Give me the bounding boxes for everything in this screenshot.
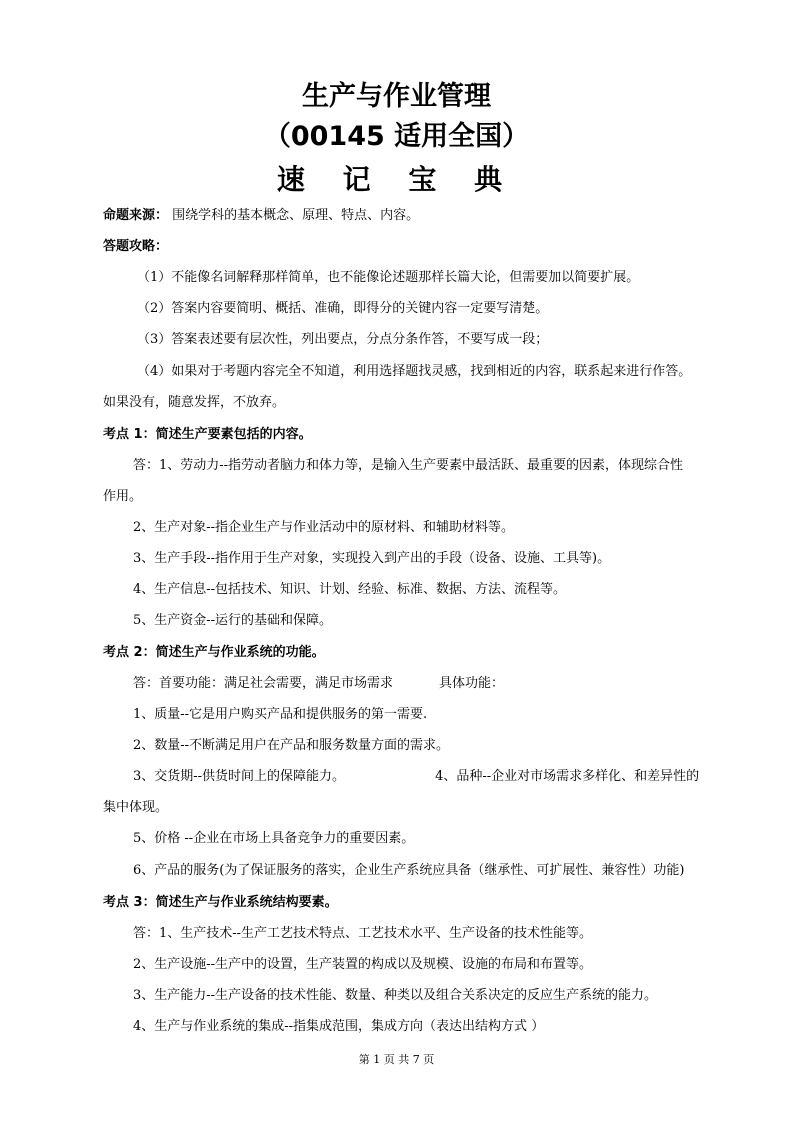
kp2-line-6: 6、产品的服务(为了保证服务的落实，企业生产系统应具备（继承性、可扩展性、兼容性）功能): [133, 863, 685, 878]
kp1-line-3: 3、生产手段--指作用于生产对象，实现投入到产出的手段（设备、设施、工具等)。: [133, 551, 611, 566]
tip-4: （4）如果对于考题内容完全不知道，利用选择题找灵感，找到相近的内容，联系起来进行作答。: [137, 364, 692, 379]
kp1-line-2: 2、生产对象--指企业生产与作业活动中的原材料、和辅助材料等。: [133, 520, 515, 535]
kp1-line-4: 4、生产信息--包括技术、知识、计划、经验、标准、数据、方法、流程等。: [133, 582, 567, 597]
tip-3: （3）答案表述要有层次性，列出要点，分点分条作答，不要写成一段；: [137, 332, 549, 347]
source-label: 命题来源：: [103, 208, 169, 223]
tip-1: （1）不能像名词解释那样简单，也不能像论述题那样长篇大论，但需要加以简要扩展。: [137, 270, 640, 285]
kp1-line-5: 5、生产资金--运行的基础和保障。: [133, 613, 333, 628]
kp2-answer-left: 答：首要功能：满足社会需要，满足市场需求: [133, 676, 394, 691]
kp2-line-2: 2、数量--不断满足用户在产品和服务数量方面的需求。: [133, 738, 450, 753]
kp3-line-3: 3、生产能力--生产设备的技术性能、数量、种类以及组合关系决定的反应生产系统的能力。: [133, 988, 658, 1003]
kp2-line-3-right: 4、品种--企业对市场需求多样化、和差异性的: [435, 769, 700, 784]
kp2-line-1: 1、质量--它是用户购买产品和提供服务的第一需要.: [133, 707, 428, 722]
kp3-line-4: 4、生产与作业系统的集成--指集成范围，集成方向（表达出结构方式 ）: [133, 1019, 545, 1034]
tip-2: （2）答案内容要简明、概括、准确，即得分的关键内容一定要写清楚。: [137, 301, 549, 316]
kp2-line-3: [133, 767, 753, 787]
source-line: [103, 206, 723, 226]
kp1-line-1-continued: 作用。: [103, 489, 143, 504]
source-text: 围绕学科的基本概念、原理、特点、内容。: [172, 208, 420, 223]
kp2-answer-line: [133, 674, 753, 694]
kp2-line-3-left: 3、交货期--供货时间上的保障能力。: [133, 769, 346, 784]
kp2-answer-right: 具体功能：: [439, 676, 505, 691]
page-footer: 第 1 页 共 7 页: [358, 1053, 435, 1066]
strategy-label: 答题攻略：: [103, 239, 169, 254]
document-subtitle: 速 记 宝 典: [276, 163, 517, 196]
tip-4-continued: 如果没有，随意发挥，不放弃。: [103, 395, 286, 410]
kp3-line-2: 2、生产设施--生产中的设置，生产装置的构成以及规模、设施的布局和布置等。: [133, 957, 593, 972]
kp3-heading: 考点 3：简述生产与作业系统结构要素。: [103, 895, 338, 910]
document-subtitle-code: （00145 适用全国）: [263, 121, 530, 152]
kp2-line-5: 5、价格 --企业在市场上具备竞争力的重要因素。: [133, 831, 415, 846]
kp1-heading: 考点 1：简述生产要素包括的内容。: [103, 427, 312, 442]
kp2-heading: 考点 2：简述生产与作业系统的功能。: [103, 645, 325, 660]
kp2-line-3-continued: 集中体现。: [103, 800, 169, 815]
document-title: 生产与作业管理: [302, 81, 491, 112]
kp3-line-1: 答：1、生产技术--生产工艺技术特点、工艺技术水平、生产设备的技术性能等。: [133, 926, 593, 941]
kp1-line-1: 答：1、劳动力--指劳动者脑力和体力等，是输入生产要素中最活跃、最重要的因素，体现综合性: [133, 458, 684, 473]
